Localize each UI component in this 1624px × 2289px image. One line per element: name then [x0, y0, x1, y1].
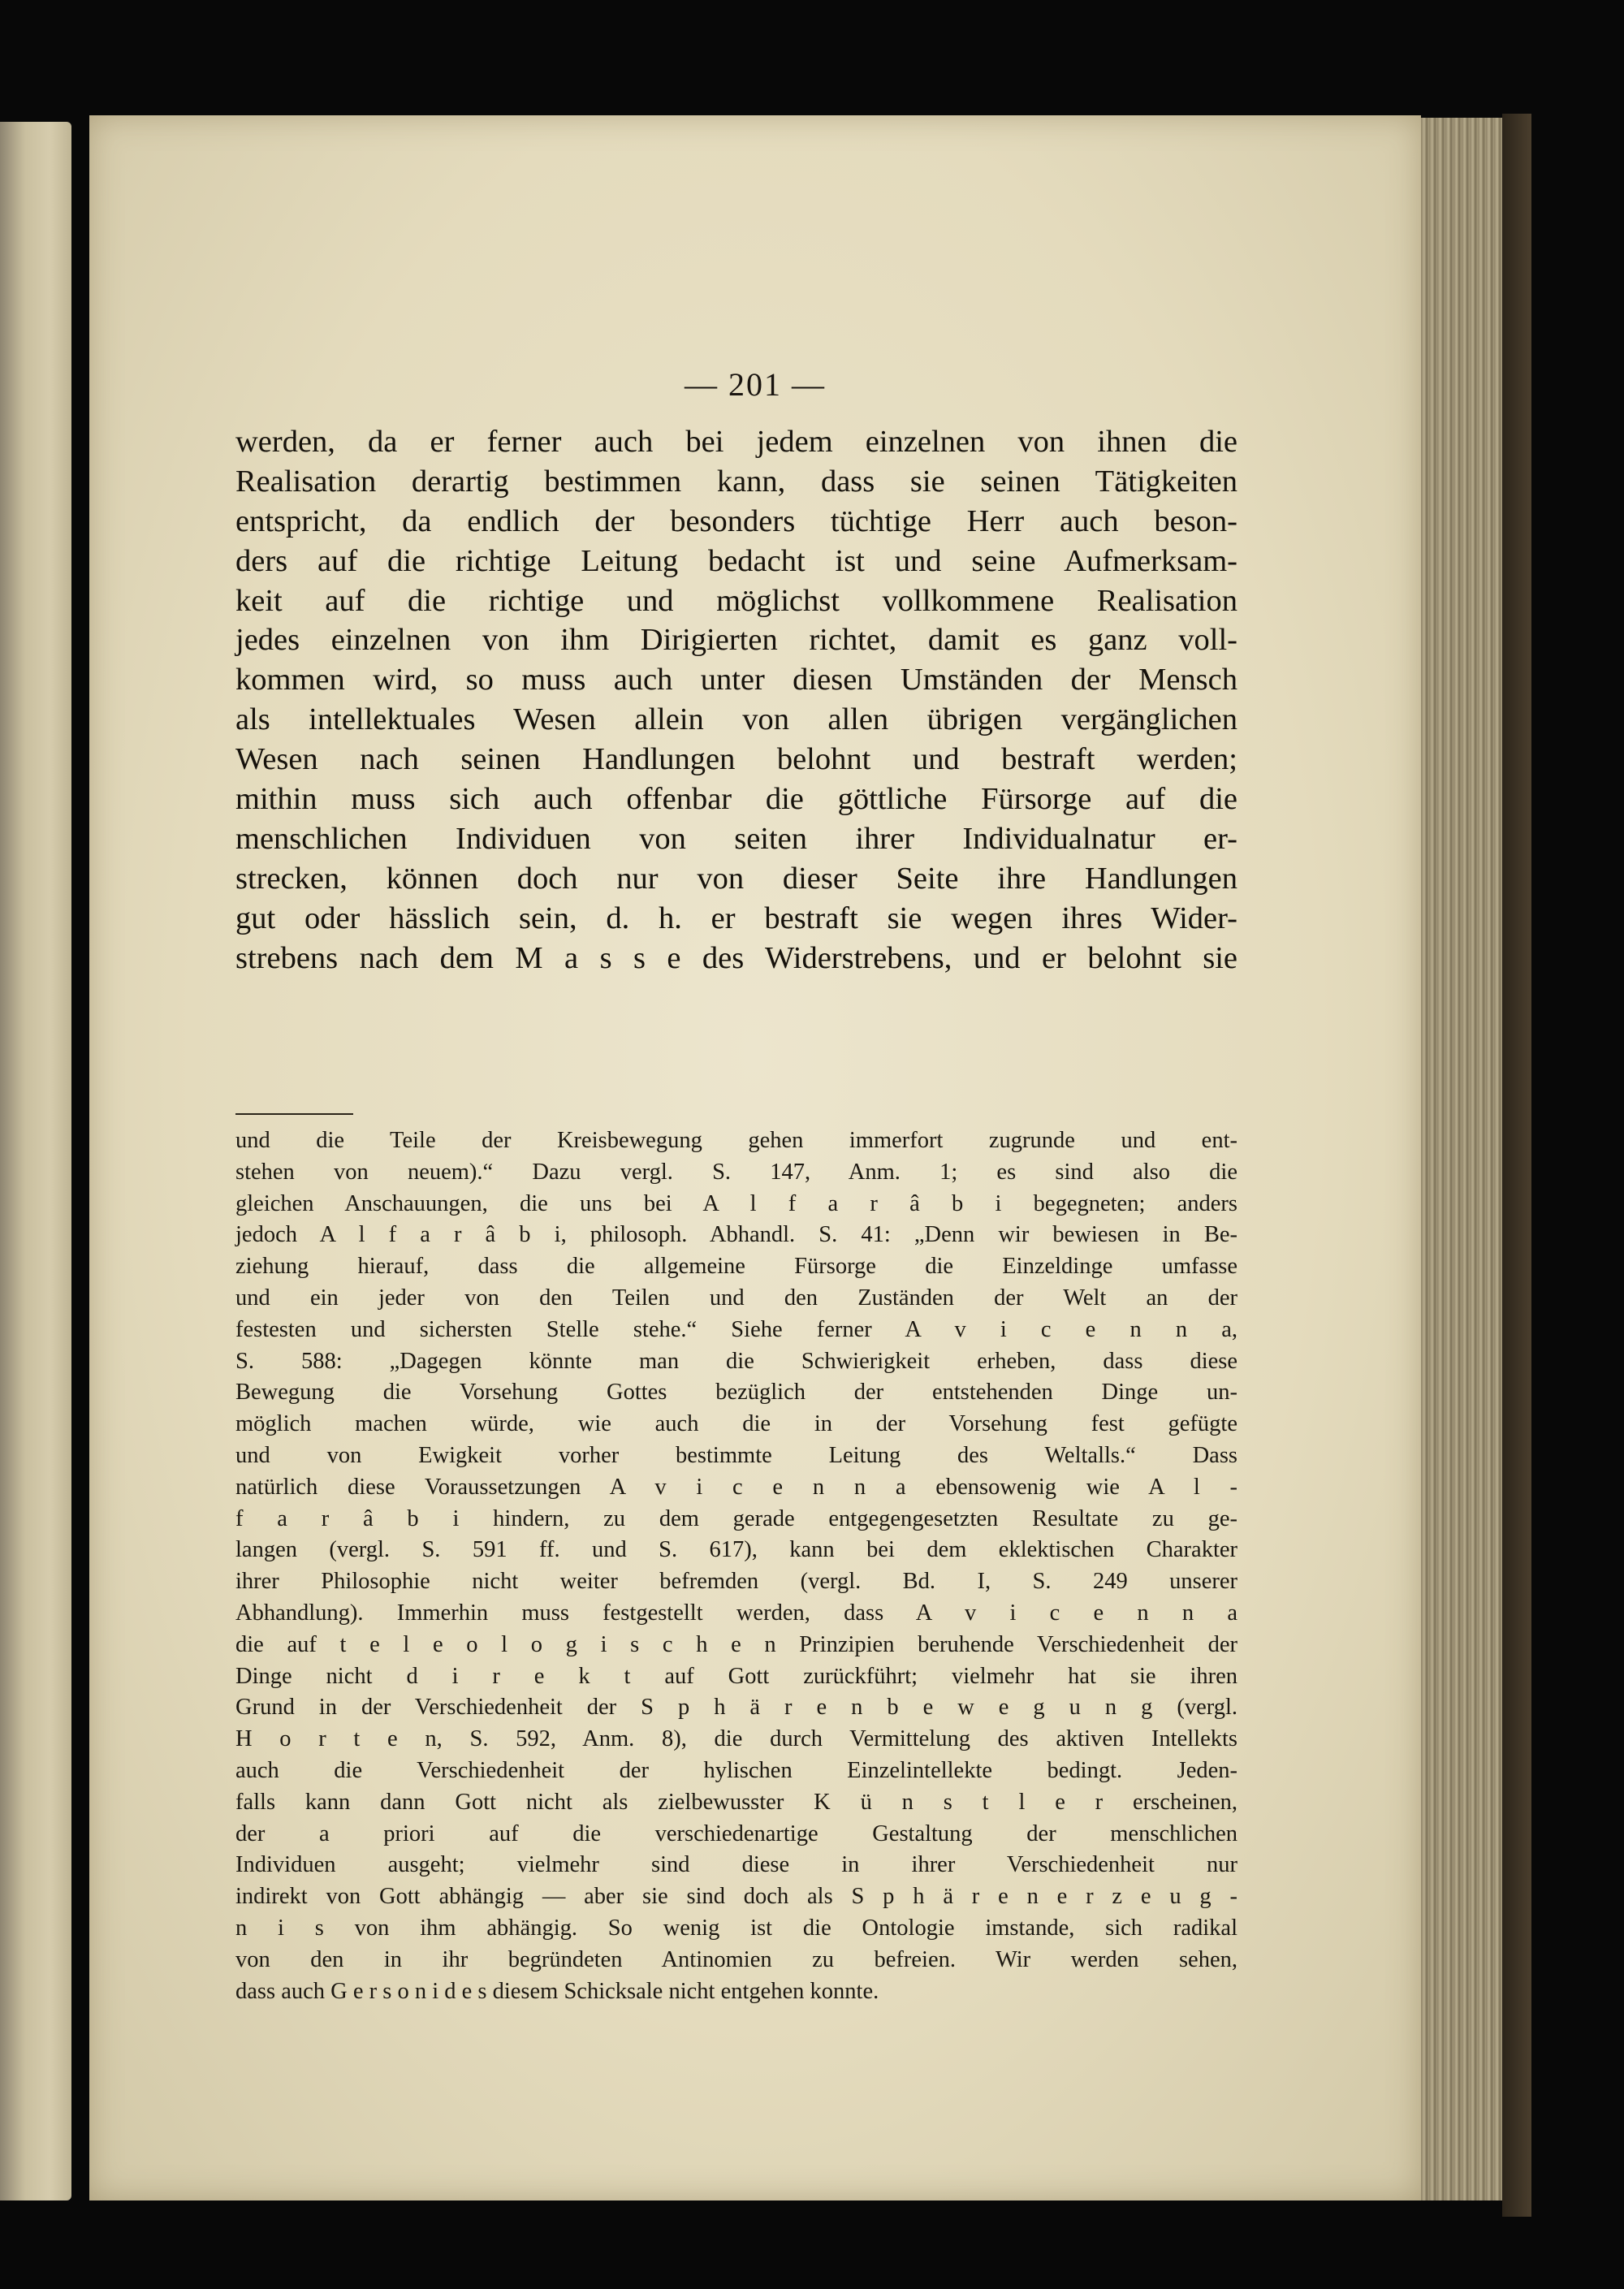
footnote-line: Grund in der Verschiedenheit der S p h ä r e n b e w e g u n g (vergl.	[235, 1695, 1237, 1721]
main-text-line: menschlichen Individuen von seiten ihrer Individualnatur er-	[235, 821, 1237, 856]
main-text-line: strebens nach dem M a s s e des Widerstrebens, und er belohnt sie	[235, 940, 1237, 975]
previous-page-edge	[0, 122, 71, 2200]
footnote-line: langen (vergl. S. 591 ff. und S. 617), kann bei dem eklektischen Charakter	[235, 1537, 1237, 1563]
main-text-line: werden, da er ferner auch bei jedem einzelnen von ihnen die	[235, 425, 1237, 459]
footnote-text	[235, 1125, 1237, 2007]
book-page	[89, 115, 1421, 2200]
footnote-line: S. 588: „Dagegen könnte man die Schwierigkeit erheben, dass diese	[235, 1348, 1237, 1374]
main-text-line: mithin muss sich auch offenbar die göttliche Fürsorge auf die	[235, 782, 1237, 817]
footnote-line: jedoch A l f a r â b i, philosoph. Abhandl. S. 41: „Denn wir bewiesen in Be-	[235, 1222, 1237, 1248]
footnote-line: und von Ewigkeit vorher bestimmte Leitung des Weltalls.“ Dass	[235, 1442, 1237, 1468]
page-number: — 201 —	[685, 366, 826, 403]
footnote-line: n i s von ihm abhängig. So wenig ist die Ontologie imstande, sich radikal	[235, 1915, 1237, 1941]
main-text-line: ders auf die richtige Leitung bedacht ist und seine Aufmerksam-	[235, 543, 1237, 578]
footnote-line: und ein jeder von den Teilen und den Zuständen der Welt an der	[235, 1285, 1237, 1311]
footnote-divider	[235, 1113, 353, 1115]
book-spine	[1502, 114, 1531, 2217]
footnote-line: falls kann dann Gott nicht als zielbewusster K ü n s t l e r erscheinen,	[235, 1789, 1237, 1815]
main-text	[235, 422, 1237, 978]
footnote-line: auch die Verschiedenheit der hylischen Einzelintellekte bedingt. Jeden-	[235, 1757, 1237, 1783]
footnote-line: und die Teile der Kreisbewegung gehen immerfort zugrunde und ent-	[235, 1128, 1237, 1153]
footnote-line: möglich machen würde, wie auch die in der Vorsehung fest gefügte	[235, 1411, 1237, 1437]
main-text-line: jedes einzelnen von ihm Dirigierten richtet, damit es ganz voll-	[235, 623, 1237, 658]
footnote-line: gleichen Anschauungen, die uns bei A l f a r â b i begegneten; anders	[235, 1190, 1237, 1216]
footnote-line: von den in ihr begründeten Antinomien zu befreien. Wir werden sehen,	[235, 1946, 1237, 1972]
footnote-line: H o r t e n, S. 592, Anm. 8), die durch Vermittelung des aktiven Intellekts	[235, 1726, 1237, 1752]
footnote-line: Dinge nicht d i r e k t auf Gott zurückführt; vielmehr hat sie ihren	[235, 1663, 1237, 1689]
footnote-line: der a priori auf die verschiedenartige Gestaltung der menschlichen	[235, 1820, 1237, 1846]
main-text-line: kommen wird, so muss auch unter diesen Umständen der Mensch	[235, 663, 1237, 697]
main-text-line: entspricht, da endlich der besonders tüchtige Herr auch beson-	[235, 503, 1237, 538]
footnote-line: ziehung hierauf, dass die allgemeine Fürsorge die Einzeldinge umfasse	[235, 1254, 1237, 1280]
footnote-line: die auf t e l e o l o g i s c h e n Prinzipien beruhende Verschiedenheit der	[235, 1631, 1237, 1657]
main-text-line: Realisation derartig bestimmen kann, dass sie seinen Tätigkeiten	[235, 464, 1237, 499]
footnote-line: Bewegung die Vorsehung Gottes bezüglich der entstehenden Dinge un-	[235, 1380, 1237, 1406]
footnote-line: Individuen ausgeht; vielmehr sind diese in ihrer Verschiedenheit nur	[235, 1852, 1237, 1878]
footnote-line: Abhandlung). Immerhin muss festgestellt werden, dass A v i c e n n a	[235, 1600, 1237, 1626]
footnote-line: festesten und sichersten Stelle stehe.“ Siehe ferner A v i c e n n a,	[235, 1316, 1237, 1342]
footnote-line: indirekt von Gott abhängig — aber sie sind doch als S p h ä r e n e r z e u g -	[235, 1884, 1237, 1910]
main-text-line: als intellektuales Wesen allein von allen übrigen vergänglichen	[235, 702, 1237, 737]
main-text-line: strecken, können doch nur von dieser Seite ihre Handlungen	[235, 861, 1237, 896]
footnote-line: ihrer Philosophie nicht weiter befremden (vergl. Bd. I, S. 249 unserer	[235, 1569, 1237, 1595]
main-text-line: gut oder hässlich sein, d. h. er bestraft sie wegen ihres Wider-	[235, 900, 1237, 935]
footnote-line: dass auch G e r s o n i d e s diesem Schicksale nicht entgehen konnte.	[235, 1978, 879, 2004]
footnote-line: natürlich diese Voraussetzungen A v i c e n n a ebensowenig wie A l -	[235, 1474, 1237, 1500]
main-text-line: keit auf die richtige und möglichst vollkommene Realisation	[235, 583, 1237, 618]
page-stack-edge	[1413, 118, 1502, 2200]
footnote-line: f a r â b i hindern, zu dem gerade entgegengesetzten Resultate zu ge-	[235, 1505, 1237, 1531]
main-text-line: Wesen nach seinen Handlungen belohnt und bestraft werden;	[235, 742, 1237, 777]
footnote-line: stehen von neuem).“ Dazu vergl. S. 147, Anm. 1; es sind also die	[235, 1159, 1237, 1185]
